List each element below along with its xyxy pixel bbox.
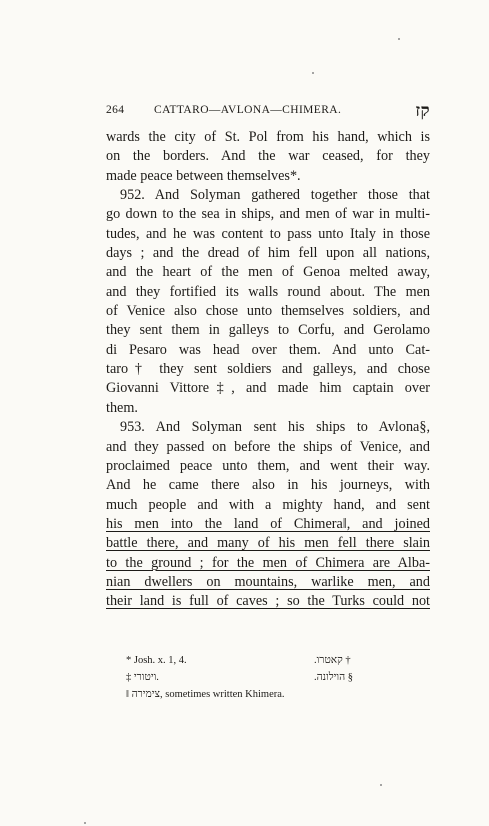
text-line: Giovanni Vittore‡, and made him captain over	[106, 380, 430, 397]
print-speck	[380, 784, 382, 786]
footnote-chimera: ‖ צימירה, sometimes written Khimera.	[126, 689, 285, 700]
hebrew-folio: קז	[415, 101, 430, 120]
text-line: tudes, and he was content to pass unto Italy in those	[106, 225, 430, 242]
text-line: proclaimed peace unto them, and went their way.	[106, 457, 430, 474]
print-speck	[84, 822, 86, 824]
underlined-text-line: his men into the land of Chimera‖, and joined	[106, 515, 430, 532]
text-line: and they passed on before the ships of Venice, and	[106, 438, 430, 455]
underlined-text-line: to the ground ; for the men of Chimera are Alba-	[106, 554, 430, 571]
underlined-text-line: nian dwellers on mountains, warlike men, and	[106, 573, 430, 590]
text-line: taro† they sent soldiers and galleys, and chose	[106, 361, 430, 378]
underlined-text-line: battle there, and many of his men fell there slain	[106, 535, 430, 552]
print-speck	[312, 72, 314, 74]
text-line: of Venice also chose unto themselves soldiers, and	[106, 303, 430, 320]
underlined-text-line: their land is full of caves ; so the Turks could not	[106, 593, 430, 610]
text-line: them.	[106, 399, 138, 416]
print-speck	[398, 38, 400, 40]
text-line: made peace between themselves*.	[106, 167, 301, 184]
footnote-vittore: ‡ ויטורי.	[126, 672, 159, 683]
text-line: di Pesaro was head over them. And unto Cat-	[106, 341, 430, 358]
text-line: much people and with a mighty hand, and sent	[106, 496, 430, 513]
running-header	[106, 103, 430, 121]
text-line: and they fortified its walls round about. The men	[106, 283, 430, 300]
text-line: days ; and the dread of him fell upon all nations,	[106, 245, 430, 262]
text-line: go down to the sea in ships, and men of war in multi-	[106, 206, 430, 223]
footnotes	[106, 652, 430, 703]
text-line: on the borders. And the war ceased, for they	[106, 148, 430, 165]
text-line: and the heart of the men of Genoa melted away,	[106, 264, 430, 281]
footnote-avlona: § הוילונה.	[314, 672, 354, 683]
paragraph-953-start: 953. And Solyman sent his ships to Avlona§,	[120, 419, 430, 436]
body-text	[106, 128, 430, 612]
footnote-josh: * Josh. x. 1, 4.	[126, 655, 187, 666]
text-line: wards the city of St. Pol from his hand, which is	[106, 129, 430, 145]
footnote-cattaro: † קאטרו.	[314, 655, 351, 666]
text-line: they sent them in galleys to Corfu, and Gerolamo	[106, 322, 430, 339]
paragraph-952-start: 952. And Solyman gathered together those that	[120, 187, 430, 204]
page-number: 264	[106, 104, 125, 116]
running-title: CATTARO—AVLONA—CHIMERA.	[154, 104, 342, 116]
text-line: And he came there also in his journeys, with	[106, 477, 430, 494]
